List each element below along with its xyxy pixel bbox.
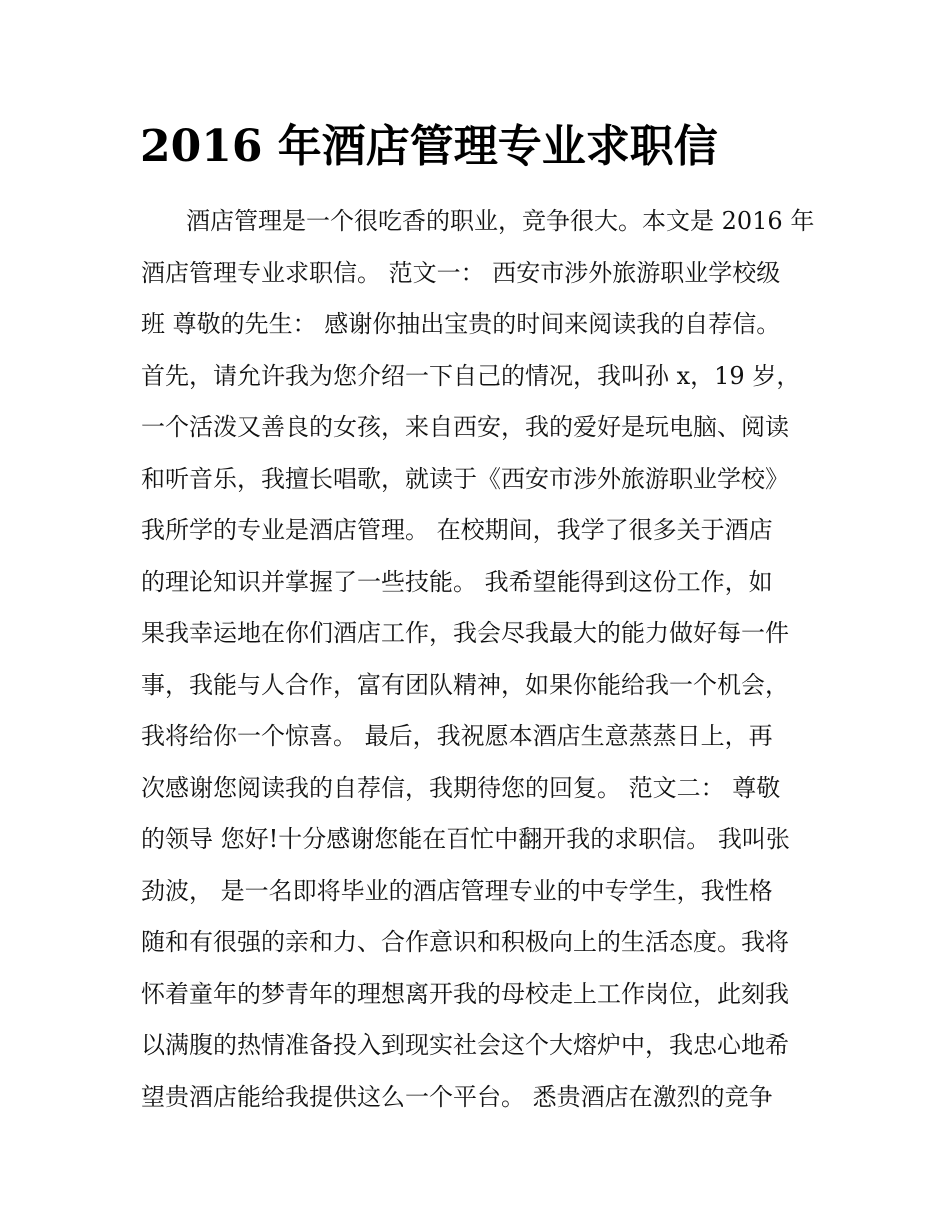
body-line: 酒店管理专业求职信。 范文一： 西安市涉外旅游职业学校级 [141, 258, 781, 287]
body-line: 和听音乐，我擅长唱歌，就读于《西安市涉外旅游职业学校》 [141, 464, 789, 493]
body-line: 随和有很强的亲和力、合作意识和积极向上的生活态度。我将 [141, 928, 789, 956]
body-line: 我将给你一个惊喜。 最后，我祝愿本酒店生意蒸蒸日上，再 [141, 722, 773, 750]
body-line: 的理论知识并掌握了一些技能。 我希望能得到这份工作，如 [141, 567, 773, 596]
body-line: 果我幸运地在你们酒店工作，我会尽我最大的能力做好每一件 [141, 619, 789, 647]
body-line: 望贵酒店能给我提供这么一个平台。 悉贵酒店在激烈的竞争 [141, 1082, 773, 1111]
body-line: 的领导 您好!十分感谢您能在百忙中翻开我的求职信。 我叫张 [141, 825, 790, 853]
body-line: 以满腹的热情准备投入到现实社会这个大熔炉中，我忠心地希 [141, 1031, 789, 1059]
document-body [141, 196, 821, 1123]
body-line: 一个活泼又善良的女孩，来自西安，我的爱好是玩电脑、阅读 [141, 413, 789, 441]
body-line: 班 尊敬的先生： 感谢你抽出宝贵的时间来阅读我的自荐信。 [141, 310, 781, 338]
body-line: 我所学的专业是酒店管理。 在校期间，我学了很多关于酒店 [141, 516, 773, 544]
body-line: 事，我能与人合作，富有团队精神，如果你能给我一个机会， [141, 670, 789, 699]
body-line: 首先，请允许我为您介绍一下自己的情况，我叫孙 x，19 岁， [141, 361, 801, 390]
document-title: 2016 年酒店管理专业求职信 [140, 121, 718, 172]
body-line: 怀着童年的梦青年的理想离开我的母校走上工作岗位，此刻我 [141, 979, 789, 1008]
body-line: 酒店管理是一个很吃香的职业，竞争很大。本文是 2016 年 [186, 207, 815, 235]
body-line: 次感谢您阅读我的自荐信，我期待您的回复。 范文二： 尊敬 [141, 773, 781, 802]
body-line: 劲波， 是一名即将毕业的酒店管理专业的中专学生，我性格 [141, 876, 773, 905]
